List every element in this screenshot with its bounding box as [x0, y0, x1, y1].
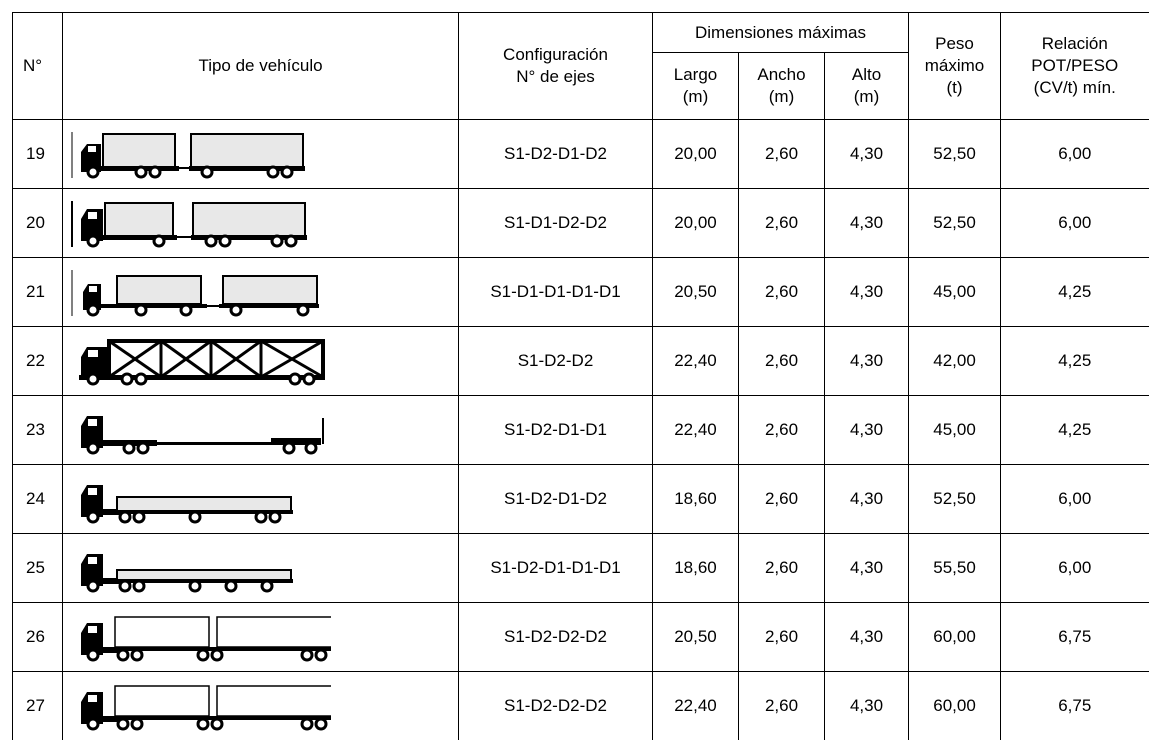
- car-carrier-truck-icon: [71, 335, 331, 387]
- table-row: [13, 465, 1149, 534]
- config-cell: S1-D1-D1-D1-D1: [459, 258, 653, 327]
- row-number: 27: [13, 672, 63, 740]
- power-ratio-cell: 4,25: [1001, 258, 1149, 327]
- config-cell: S1-D2-D1-D1-D1: [459, 534, 653, 603]
- config-cell: S1-D2-D2: [459, 327, 653, 396]
- row-number: 23: [13, 396, 63, 465]
- power-ratio-cell: 4,25: [1001, 396, 1149, 465]
- power-ratio-cell: 6,00: [1001, 534, 1149, 603]
- max-weight-cell: 52,50: [909, 465, 1001, 534]
- table-row: [13, 396, 1149, 465]
- vehicle-dimensions-table: [12, 12, 1149, 740]
- length-cell: 20,00: [653, 189, 739, 258]
- table-row: [13, 120, 1149, 189]
- b-double-combination-icon: [71, 611, 331, 663]
- tractor-semitrailer-icon: [71, 542, 331, 594]
- width-cell: 2,60: [739, 603, 825, 672]
- table-row: [13, 258, 1149, 327]
- width-cell: 2,60: [739, 396, 825, 465]
- row-number: 25: [13, 534, 63, 603]
- row-number: 21: [13, 258, 63, 327]
- height-cell: 4,30: [825, 189, 909, 258]
- width-cell: 2,60: [739, 120, 825, 189]
- length-cell: 22,40: [653, 672, 739, 740]
- table-row: [13, 327, 1149, 396]
- header-number: N°: [13, 13, 63, 120]
- table-row: [13, 603, 1149, 672]
- table-row: [13, 672, 1149, 740]
- row-number: 22: [13, 327, 63, 396]
- power-ratio-cell: 6,75: [1001, 672, 1149, 740]
- length-cell: 20,50: [653, 603, 739, 672]
- width-cell: 2,60: [739, 258, 825, 327]
- power-ratio-cell: 6,00: [1001, 189, 1149, 258]
- header-height: Alto (m): [825, 53, 909, 120]
- rigid-truck-with-trailer-icon: [71, 128, 321, 180]
- length-cell: 20,50: [653, 258, 739, 327]
- height-cell: 4,30: [825, 396, 909, 465]
- height-cell: 4,30: [825, 258, 909, 327]
- config-cell: S1-D1-D2-D2: [459, 189, 653, 258]
- config-cell: S1-D2-D2-D2: [459, 603, 653, 672]
- max-weight-cell: 52,50: [909, 189, 1001, 258]
- width-cell: 2,60: [739, 465, 825, 534]
- header-max-weight: Peso máximo (t): [909, 13, 1001, 120]
- max-weight-cell: 45,00: [909, 258, 1001, 327]
- low-bed-trailer-truck-icon: [71, 404, 331, 456]
- row-number: 19: [13, 120, 63, 189]
- b-double-combination-icon: [71, 680, 331, 732]
- header-configuration: Configuración N° de ejes: [459, 13, 653, 120]
- height-cell: 4,30: [825, 465, 909, 534]
- length-cell: 22,40: [653, 396, 739, 465]
- config-cell: S1-D2-D1-D2: [459, 465, 653, 534]
- power-ratio-cell: 4,25: [1001, 327, 1149, 396]
- width-cell: 2,60: [739, 672, 825, 740]
- max-weight-cell: 60,00: [909, 603, 1001, 672]
- config-cell: S1-D2-D1-D1: [459, 396, 653, 465]
- header-width: Ancho (m): [739, 53, 825, 120]
- height-cell: 4,30: [825, 603, 909, 672]
- width-cell: 2,60: [739, 534, 825, 603]
- length-cell: 18,60: [653, 534, 739, 603]
- tractor-semitrailer-icon: [71, 473, 331, 525]
- power-ratio-cell: 6,00: [1001, 465, 1149, 534]
- max-weight-cell: 60,00: [909, 672, 1001, 740]
- power-ratio-cell: 6,75: [1001, 603, 1149, 672]
- row-number: 24: [13, 465, 63, 534]
- rigid-truck-with-trailer-icon: [71, 266, 321, 318]
- width-cell: 2,60: [739, 327, 825, 396]
- max-weight-cell: 45,00: [909, 396, 1001, 465]
- header-length: Largo (m): [653, 53, 739, 120]
- table-row: [13, 189, 1149, 258]
- table-row: [13, 534, 1149, 603]
- config-cell: S1-D2-D1-D2: [459, 120, 653, 189]
- height-cell: 4,30: [825, 120, 909, 189]
- width-cell: 2,60: [739, 189, 825, 258]
- config-cell: S1-D2-D2-D2: [459, 672, 653, 740]
- max-weight-cell: 52,50: [909, 120, 1001, 189]
- max-weight-cell: 42,00: [909, 327, 1001, 396]
- height-cell: 4,30: [825, 327, 909, 396]
- header-power-weight-ratio: Relación POT/PESO (CV/t) mín.: [1001, 13, 1149, 120]
- row-number: 20: [13, 189, 63, 258]
- height-cell: 4,30: [825, 672, 909, 740]
- length-cell: 18,60: [653, 465, 739, 534]
- height-cell: 4,30: [825, 534, 909, 603]
- rigid-truck-with-trailer-icon: [71, 197, 321, 249]
- header-max-dimensions: Dimensiones máximas: [653, 13, 909, 53]
- length-cell: 22,40: [653, 327, 739, 396]
- power-ratio-cell: 6,00: [1001, 120, 1149, 189]
- header-vehicle-type: Tipo de vehículo: [63, 13, 459, 120]
- max-weight-cell: 55,50: [909, 534, 1001, 603]
- length-cell: 20,00: [653, 120, 739, 189]
- row-number: 26: [13, 603, 63, 672]
